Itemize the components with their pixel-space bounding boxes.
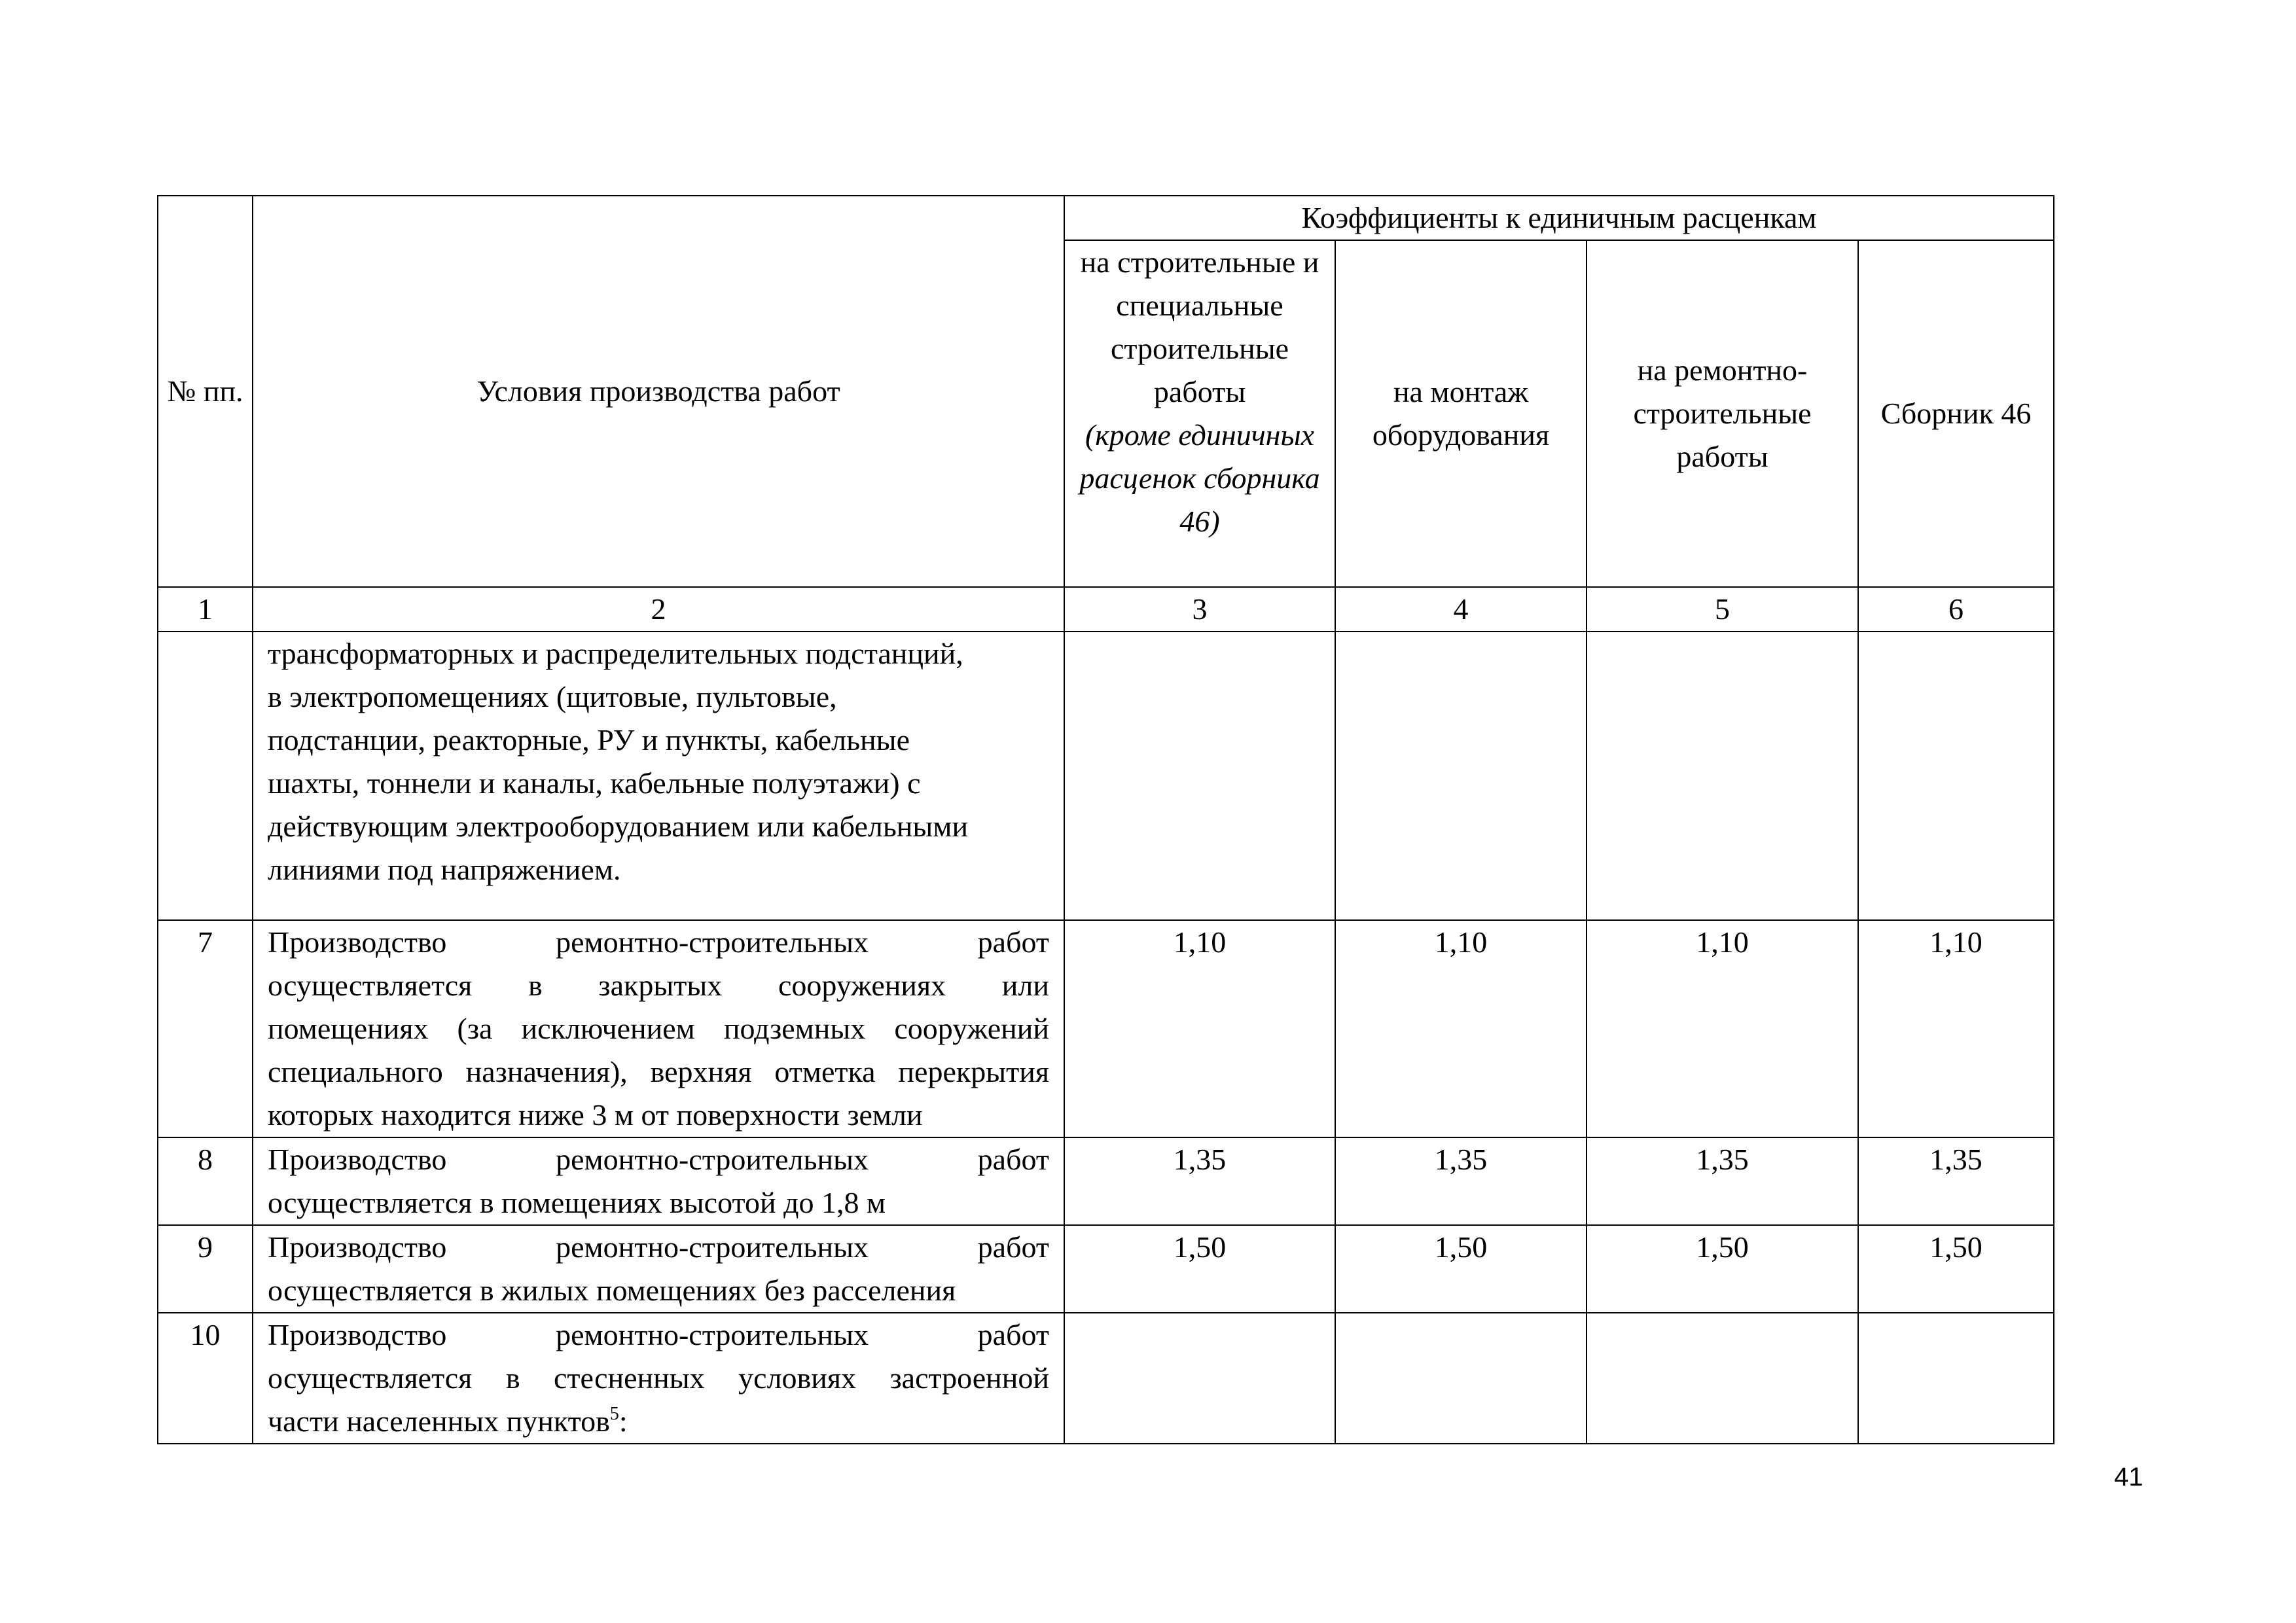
row-value-repair [1587,1313,1858,1444]
column-number: 5 [1587,587,1858,632]
row-value-construction [1064,632,1335,920]
row-number [158,632,253,920]
table-row [158,1137,2054,1225]
row-conditions: Производство ремонтно-строительных работ осуществляется в жилых помещениях без расселения [253,1225,1064,1313]
row-value-collection-46 [1858,1313,2054,1444]
row-value-construction: 1,35 [1064,1137,1335,1225]
row-number: 9 [158,1225,253,1313]
header-number: № пп. [158,196,253,587]
header-construction-works: на строительные и специальные строительные работы (кроме единичных расценок сборника 46) [1064,240,1335,587]
row-value-construction: 1,50 [1064,1225,1335,1313]
footnote-marker: 5 [609,1404,619,1424]
row-number: 10 [158,1313,253,1444]
row-value-repair: 1,10 [1587,920,1858,1137]
row-number: 8 [158,1137,253,1225]
row-value-repair [1587,632,1858,920]
column-number: 6 [1858,587,2054,632]
column-number: 3 [1064,587,1335,632]
table-row [158,1313,2054,1444]
header-repair-works: на ремонтно-строительные работы [1587,240,1858,587]
row-conditions: Производство ремонтно-строительных работ осуществляется в помещениях высотой до 1,8 м [253,1137,1064,1225]
row-value-construction: 1,10 [1064,920,1335,1137]
row-value-equipment [1335,1313,1587,1444]
page-number: 41 [2114,1463,2144,1491]
row-value-equipment: 1,50 [1335,1225,1587,1313]
header-conditions: Условия производства работ [253,196,1064,587]
row-value-collection-46 [1858,632,2054,920]
table-row [158,1225,2054,1313]
row-value-equipment: 1,10 [1335,920,1587,1137]
row-value-repair: 1,35 [1587,1137,1858,1225]
table-row-continuation [158,632,2054,920]
row-value-equipment [1335,632,1587,920]
row-value-construction [1064,1313,1335,1444]
column-number: 1 [158,587,253,632]
header-equipment-installation: на монтаж оборудования [1335,240,1587,587]
header-construction-note: (кроме единичных расценок сборника 46) [1079,418,1320,538]
header-coefficients: Коэффициенты к единичным расценкам [1064,196,2054,240]
row-value-collection-46: 1,10 [1858,920,2054,1137]
header-collection-46: Сборник 46 [1858,240,2054,587]
row-number: 7 [158,920,253,1137]
row-value-equipment: 1,35 [1335,1137,1587,1225]
column-number: 4 [1335,587,1587,632]
table-row [158,920,2054,1137]
column-number-row [158,587,2054,632]
row-value-collection-46: 1,50 [1858,1225,2054,1313]
row-conditions: Производство ремонтно-строительных работ осуществляется в стесненных условиях застроенной части населенных пунктов$^5$: [253,1313,1064,1444]
row-value-repair: 1,50 [1587,1225,1858,1313]
coefficients-table [157,195,2054,1444]
row-conditions: трансформаторных и распределительных подстанций, в электропомещениях (щитовые, пультовые, подстанции, реакторные, РУ и пункты, кабельные шахты, тоннели и каналы, кабельные полуэтажи) с действующим электрооборудованием или кабельными линиями под напряжением. [253,632,1064,920]
row-value-collection-46: 1,35 [1858,1137,2054,1225]
column-number: 2 [253,587,1064,632]
row-conditions: Производство ремонтно-строительных работ осуществляется в закрытых сооружениях или помещениях (за исключением подземных сооружений специального назначения), верхняя отметка перекрытия которых находится ниже 3 м от поверхности земли [253,920,1064,1137]
